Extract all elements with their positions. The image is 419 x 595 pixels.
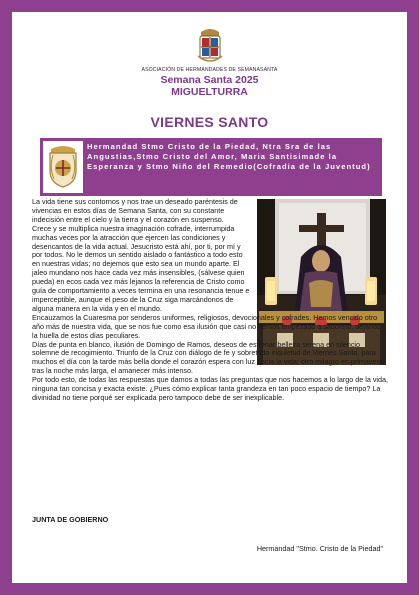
signoff: JUNTA DE GOBIERNO — [32, 515, 109, 524]
article-body — [32, 198, 388, 403]
paragraph-3: Encauzamos la Cuaresma por senderos uniformes, religiosos, devocionales y cofrades. Hemos vencido otro año más de nuestra vida, que se nos fue como esa ilusión que casi no hemos empezado a saborear, dejando la huella de estos días peculiares. — [32, 312, 381, 340]
header — [12, 12, 407, 108]
paragraph-1: La vida tiene sus contornos y nos trae un deseado paréntesis de vivencias en estos días de Semana Santa, con su constante indecisión entre el cielo y la tierra y el corazón en suspenso. — [32, 197, 238, 224]
brotherhood-names: Hermandad Stmo Cristo de la Piedad, Ntra Sra de las Angustias,Stmo Cristo del Amor, Maria Santisimade la Esperanza y Stmo Niño del Remedio(Cofradia de la Juventud) — [87, 142, 371, 171]
signature: Hermandad "Stmo. Cristo de la Piedad" — [256, 544, 383, 553]
paragraph-2: Crece y se multiplica nuestra imaginación cofrade, interrumpida muchas veces por la atracción que ejercen las condiciones y desencantos de la vida actual. Jesucristo está ahí, por ti, por mí y por todos. No le demos un sentido aislado o fantástico a todo esto en nuestras vidas; no dejemos que esto sea un mundo aparte. El jaleo mundano nos hace cada vez más insensibles, (sálvese quien pueda) en ecos cada vez más lejanos la referencia de Cristo como guía de comportamiento a veces termina en una resonancia tenue e imperceptible, aunque el peso de la Cruz siga marcándonos de alguna manera en la vida y en el mundo. — [32, 223, 250, 313]
event-title — [12, 74, 407, 98]
event-town: MIGUELTURRA — [171, 86, 248, 98]
association-name: ASOCIACIÓN DE HERMANDADES DE SEMANASANTA — [141, 67, 278, 73]
page — [12, 12, 407, 583]
paragraph-4: Días de punta en blanco, ilusión de Domingo de Ramos, deseos de estrenar belleza serena en silencio solemne de recogimiento. Triunfo de la Cruz con diálogo de fe y sobretodo inquietud de Viernes Santo, para muchos el día con la tarde más bella donde el corazón espera con luz hacia la vida; otro milagro en primavera, tras la noche más larga, el amanecer más intenso. — [32, 339, 385, 376]
day-title: VIERNES SANTO — [150, 114, 269, 130]
paragraph-5: Por todo esto, de todas las respuestas que damos a todas las preguntas que nos hacemos a lo largo de la vida, ninguna tan concisa y exacta existe. ¿Pues cómo explicar tanta grandeza en tan poco espacio de tiempo? La divinidad no tiene porqué ser explicada pero tampoco debe de ser inexplicable. — [32, 375, 389, 402]
brotherhood-shield-icon — [43, 141, 83, 193]
association-emblem-icon — [195, 26, 225, 66]
brotherhood-badge — [43, 141, 83, 193]
event-year: Semana Santa 2025 — [160, 74, 259, 86]
brotherhood-banner — [40, 138, 382, 196]
